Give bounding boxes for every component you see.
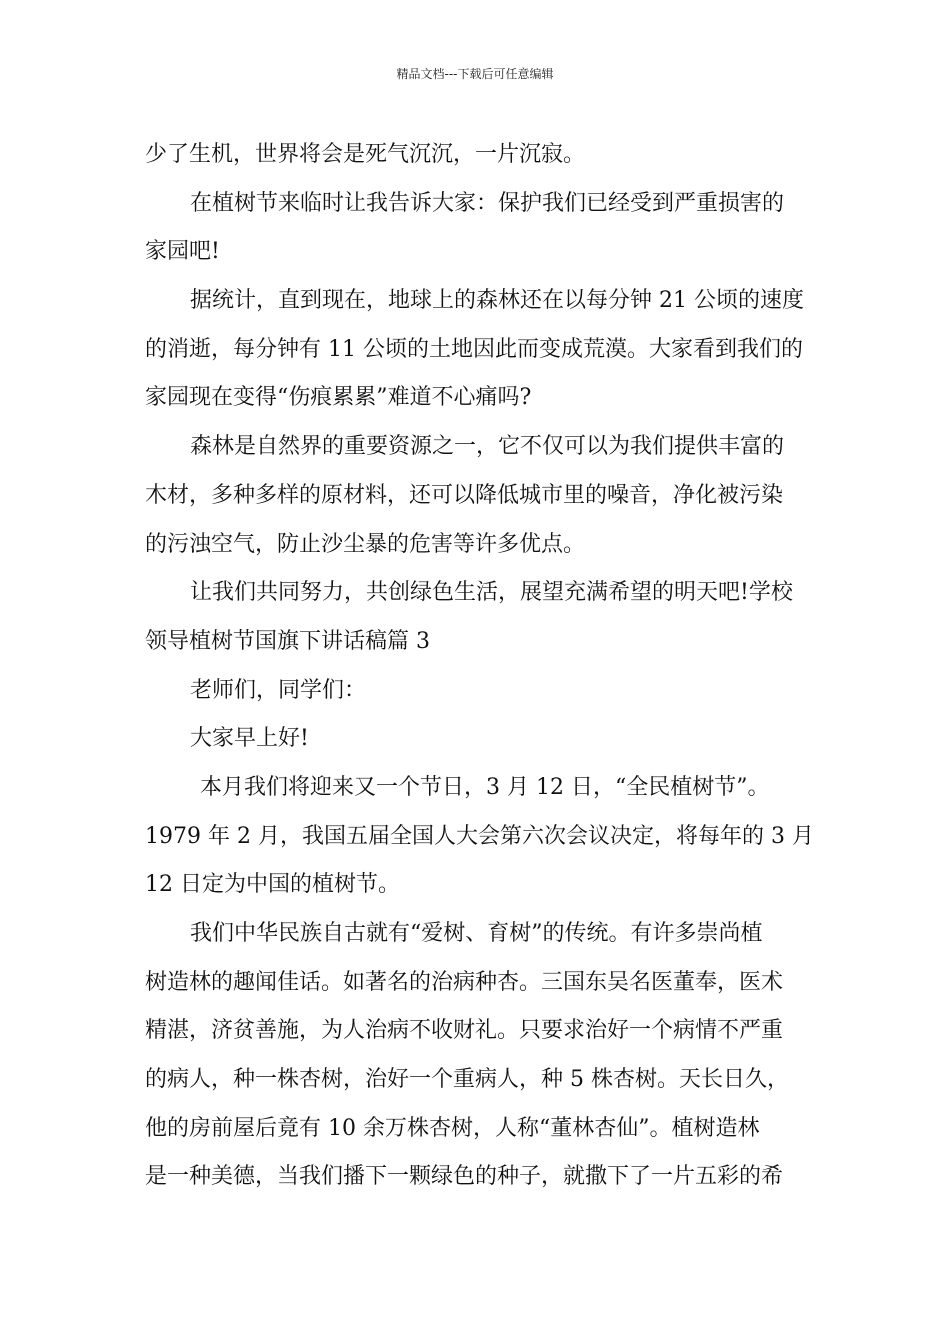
- text-line: 家园现在变得“伤痕累累”难道不心痛吗?: [145, 385, 532, 411]
- text-line: 精湛，济贫善施，为人治病不收财礼。只要求治好一个病情不严重: [145, 1018, 784, 1044]
- text-line: 12 日定为中国的植树节。: [145, 872, 400, 898]
- text-line: 树造林的趣闻佳话。如著名的治病种杏。三国东吴名医董奉，医术: [145, 969, 784, 995]
- text-line: 领导植树节国旗下讲话稿篇 3: [145, 628, 430, 654]
- text-line: 木材，多种多样的原材料，还可以降低城市里的噪音，净化被污染: [145, 482, 784, 508]
- document-body: [145, 131, 835, 1202]
- text-line: 的污浊空气，防止沙尘暴的危害等许多优点。: [145, 531, 586, 557]
- text-line: 森林是自然界的重要资源之一，它不仅可以为我们提供丰富的: [190, 434, 785, 460]
- text-line: 少了生机，世界将会是死气沉沉，一片沉寂。: [145, 142, 586, 167]
- text-line: 老师们，同学们：: [190, 677, 367, 703]
- text-line: 的消逝，每分钟有 11 公顷的土地因此而变成荒漠。大家看到我们的: [145, 336, 803, 362]
- page-header: 精品文档---下载后可任意编辑: [396, 67, 554, 81]
- text-line: 1979 年 2 月，我国五届全国人大会第六次会议决定，将每年的 3 月: [145, 823, 814, 849]
- text-line: 是一种美德，当我们播下一颗绿色的种子，就撒下了一片五彩的希: [145, 1164, 784, 1190]
- text-line: 在植树节来临时让我告诉大家：保护我们已经受到严重损害的: [190, 190, 785, 216]
- text-line: 我们中华民族自古就有“爱树、育树”的传统。有许多崇尚植: [190, 921, 763, 946]
- text-line: 家园吧!: [145, 239, 220, 265]
- text-line: 让我们共同努力，共创绿色生活，展望充满希望的明天吧!学校: [190, 580, 793, 606]
- text-line: 本月我们将迎来又一个节日，3 月 12 日，“全民植树节”。: [200, 774, 770, 800]
- text-line: 大家早上好!: [190, 726, 309, 752]
- text-line: 他的房前屋后竟有 10 余万株杏树，人称“董林杏仙”。植树造林: [145, 1115, 760, 1141]
- text-line: 据统计，直到现在，地球上的森林还在以每分钟 21 公顷的速度: [190, 288, 804, 314]
- text-line: 的病人，种一株杏树，治好一个重病人，种 5 株杏树。天长日久，: [145, 1067, 789, 1093]
